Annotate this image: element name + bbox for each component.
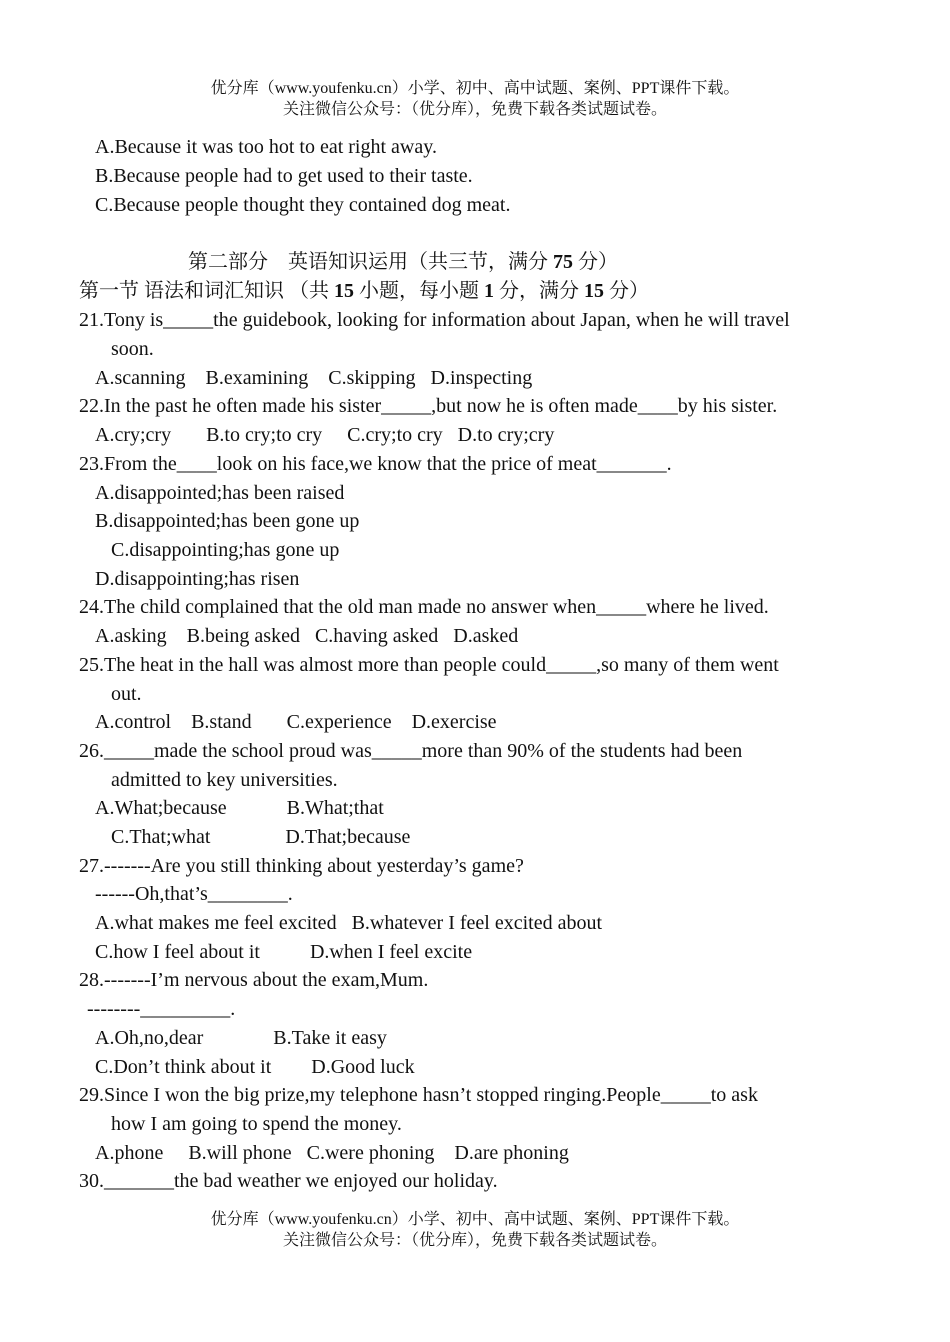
text-line: C.Because people thought they contained dog meat. <box>95 194 511 216</box>
text-line: admitted to key universities. <box>111 769 338 791</box>
text-line: B.Because people had to get used to their taste. <box>95 165 473 187</box>
text-line: A.phone B.will phone C.were phoning D.are phoning <box>95 1142 569 1164</box>
text-line: A.cry;cry B.to cry;to cry C.cry;to cry D.to cry;cry <box>95 424 555 446</box>
text-line: 21.Tony is_____the guidebook, looking for information about Japan, when he will travel <box>79 309 790 331</box>
page-header <box>0 78 950 120</box>
text-line: C.That;what D.That;because <box>111 826 411 848</box>
text-line: 30._______the bad weather we enjoyed our holiday. <box>79 1170 498 1192</box>
text-line: A.Because it was too hot to eat right away. <box>95 136 437 158</box>
text-line: 25.The heat in the hall was almost more than people could_____,so many of them went <box>79 654 779 676</box>
text-line: C.Don’t think about it D.Good luck <box>95 1056 415 1078</box>
text-line: A.control B.stand C.experience D.exercise <box>95 711 497 733</box>
text-line: C.disappointing;has gone up <box>111 539 340 561</box>
text-line: 第一节 语法和词汇知识 （共 15 小题，每小题 1 分，满分 15 分） <box>79 280 649 302</box>
text-line: A.disappointed;has been raised <box>95 482 345 504</box>
text-line: out. <box>111 683 142 705</box>
text-line: A.scanning B.examining C.skipping D.inspecting <box>95 367 533 389</box>
text-line: A.what makes me feel excited B.whatever I feel excited about <box>95 912 603 934</box>
text-line: 第二部分 英语知识运用（共三节，满分 75 分） <box>188 251 618 273</box>
text-line: C.how I feel about it D.when I feel excite <box>95 941 473 963</box>
page-footer <box>0 1209 950 1251</box>
text-line: D.disappointing;has risen <box>95 568 300 590</box>
text-line: 23.From the____look on his face,we know that the price of meat_______. <box>79 453 672 475</box>
footer-line-1: 优分库（www.youfenku.cn）小学、初中、高中试题、案例、PPT课件下载。 <box>210 1211 740 1228</box>
header-line-1: 优分库（www.youfenku.cn）小学、初中、高中试题、案例、PPT课件下载。 <box>210 80 740 97</box>
text-line: 28.-------I’m nervous about the exam,Mum. <box>79 969 429 991</box>
text-line: how I am going to spend the money. <box>111 1113 402 1135</box>
text-line: A.asking B.being asked C.having asked D.asked <box>95 625 519 647</box>
text-line: ------Oh,that’s________. <box>95 883 293 905</box>
header-line-2: 关注微信公众号：（优分库），免费下载各类试题试卷。 <box>282 101 667 118</box>
text-line: 26._____made the school proud was_____more than 90% of the students had been <box>79 740 743 762</box>
text-line: --------_________. <box>87 998 236 1020</box>
text-line: soon. <box>111 338 154 360</box>
text-line: 29.Since I won the big prize,my telephone hasn’t stopped ringing.People_____to ask <box>79 1084 758 1106</box>
text-line: 27.-------Are you still thinking about yesterday’s game? <box>79 855 524 877</box>
text-line: B.disappointed;has been gone up <box>95 510 360 532</box>
text-line: 22.In the past he often made his sister_____,but now he is often made____by his sister. <box>79 395 778 417</box>
text-line: A.Oh,no,dear B.Take it easy <box>95 1027 387 1049</box>
text-line: A.What;because B.What;that <box>95 797 384 819</box>
text-line: 24.The child complained that the old man made no answer when_____where he lived. <box>79 596 769 618</box>
footer-line-2: 关注微信公众号：（优分库），免费下载各类试题试卷。 <box>282 1232 667 1249</box>
